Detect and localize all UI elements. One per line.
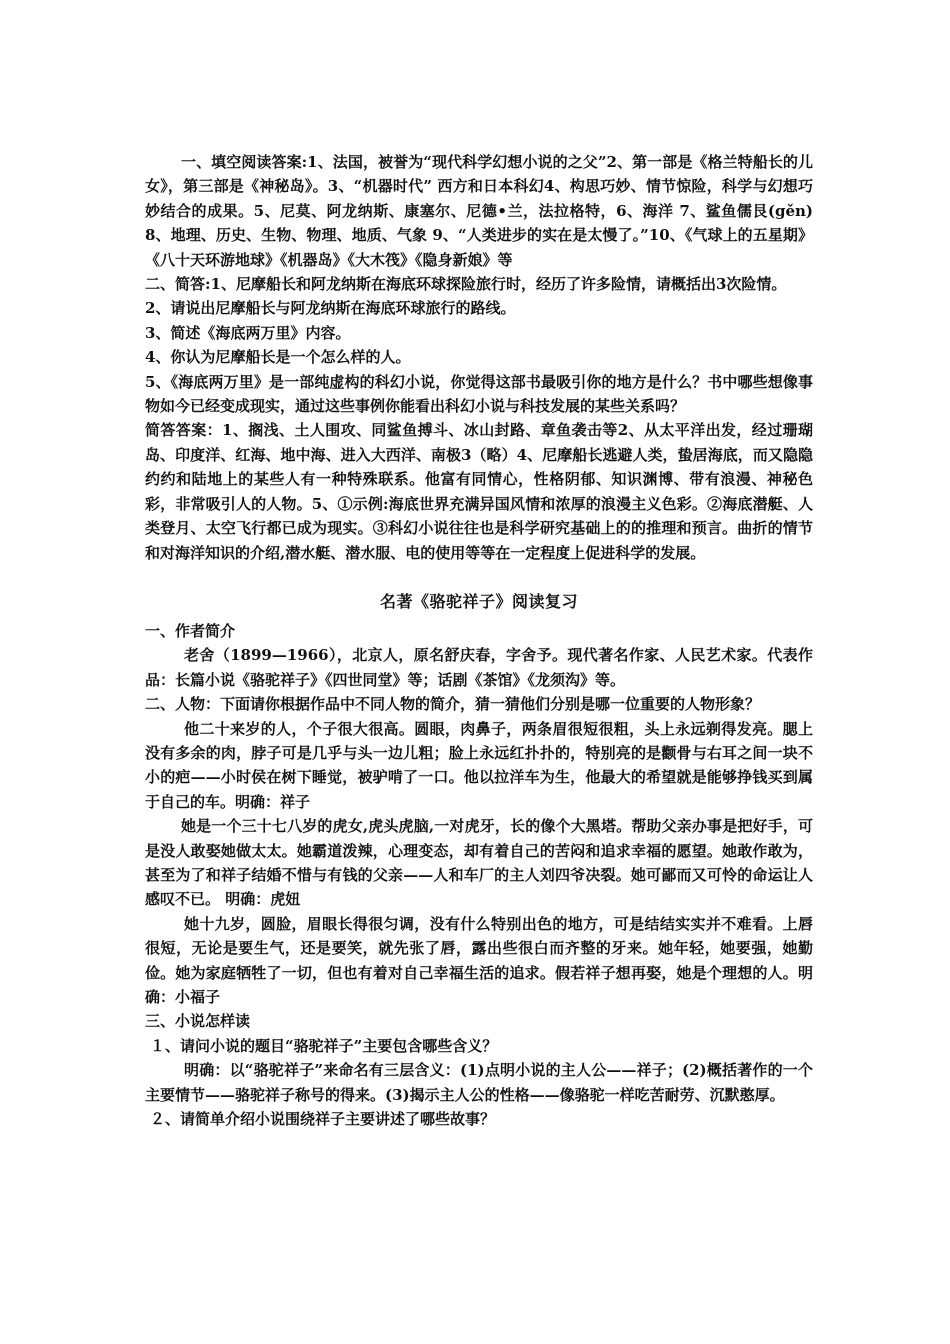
short-question-2: 2、请说出尼摩船长与阿龙纳斯在海底环球旅行的路线。 [145,299,516,318]
fill-answers-paragraph: 一、填空阅读答案:1、法国，被誉为“现代科学幻想小说的之父”2、第一部是《格兰特船长的儿女》，第三部是《神秘岛》。3、“机器时代” 西方和日本科幻4、构思巧妙、情节惊险，科学与幻想巧妙结合的成果。5、尼莫、阿龙纳斯、康塞尔、尼德•兰，法拉格特，6、海洋 7、鲨鱼儒艮(gěn) 8、地理、历史、生物、物理、地质、气象 9、“人类进步的实在是太慢了。”10、《气球上的五星期》《八十天环游地球》《机器岛》《大木筏》《隐身新娘》等 [145,153,813,269]
character-description-1: 他二十来岁的人，个子很大很高。圆眼，肉鼻子，两条眉很短很粗，头上永远剃得发亮。腮上没有多余的肉，脖子可是几乎与头一边儿粗；脸上永远红扑扑的，特别亮的是颧骨与右耳之间一块不小的疤——小时侯在树下睡觉，被驴啃了一口。他以拉洋车为生，他最大的希望就是能够挣钱买到属于自己的车。明确：祥子 [145,719,813,811]
short-answers-paragraph: 简答答案：1、搁浅、土人围攻、同鲨鱼搏斗、冰山封路、章鱼袭击等2、从太平洋出发，经过珊瑚岛、印度洋、红海、地中海、进入大西洋、南极3（略）4、尼摩船长逃避人类，蛰居海底，而又隐隐约约和陆地上的某些人有一种特殊联系。他富有同情心，性格阴郁、知识渊博、带有浪漫、神秘色彩，非常吸引人的人物。5、①示例:海底世界充满异国风情和浓厚的浪漫主义色彩。②海底潜艇、人类登月、太空飞行都已成为现实。③科幻小说往往也是科学研究基础上的的推理和预言。曲折的情节和对海洋知识的介绍,潜水艇、潜水服、电的使用等等在一定程度上促进科学的发展。 [145,421,813,562]
author-paragraph: 老舍（1899—1966），北京人，原名舒庆春，字舍予。现代著名作家、人民艺术家。代表作品：长篇小说《骆驼祥子》《四世同堂》等；话剧《茶馆》《龙须沟》等。 [145,646,813,689]
reading-answer-1: 明确：以“骆驼祥子”来命名有三层含义：(1)点明小说的主人公——祥子；(2)概括著作的一个主要情节——骆驼祥子称号的得来。(3)揭示主人公的性格——像骆驼一样吃苦耐劳、沉默憨厚。 [145,1061,813,1104]
short-question-1: 二、简答:1、尼摩船长和阿龙纳斯在海底环球探险旅行时，经历了许多险情，请概括出3次险情。 [145,275,787,294]
reading-question-1: １、请问小说的题目“骆驼祥子”主要包含哪些含义？ [150,1036,498,1055]
short-question-3: 3、简述《海底两万里》内容。 [145,323,351,342]
short-question-4: 4、你认为尼摩船长是一个怎么样的人。 [145,348,411,367]
section-title: 名著《骆驼祥子》阅读复习 [379,591,578,611]
characters-heading: 二、人物：下面请你根据作品中不同人物的简介，猜一猜他们分别是哪一位重要的人物形象？ [145,695,761,714]
character-description-2: 她是一个三十七八岁的虎女,虎头虎脑,一对虎牙，长的像个大黑塔。帮助父亲办事是把好手，可是没人敢娶她做太太。她霸道泼辣，心理变态，却有着自己的苦闷和追求幸福的愿望。她敢作敢为，甚至为了和祥子结婚不惜与有钱的父亲——人和车厂的主人刘四爷决裂。她可鄙而又可怜的命运让人感叹不已。 明确：虎妞 [145,817,813,909]
reading-question-2: ２、请简单介绍小说围绕祥子主要讲述了哪些故事？ [150,1110,496,1129]
character-description-3: 她十九岁，圆脸，眉眼长得很匀调，没有什么特别出色的地方，可是结结实实并不难看。上唇很短，无论是要生气，还是要笑，就先张了唇，露出些很白而齐整的牙来。她年轻，她要强，她勤俭。她为家庭牺牲了一切，但也有着对自己幸福生活的追求。假若祥子想再娶，她是个理想的人。明确：小福子 [145,914,813,1006]
document-page [145,150,813,1131]
short-question-5: 5、《海底两万里》是一部纯虚构的科幻小说，你觉得这部书最吸引你的地方是什么？书中哪些想像事物如今已经变成现实，通过这些事例你能看出科幻小说与科技发展的某些关系吗？ [145,372,813,416]
reading-heading: 三、小说怎样读 [145,1012,251,1031]
author-heading: 一、作者简介 [145,621,236,640]
